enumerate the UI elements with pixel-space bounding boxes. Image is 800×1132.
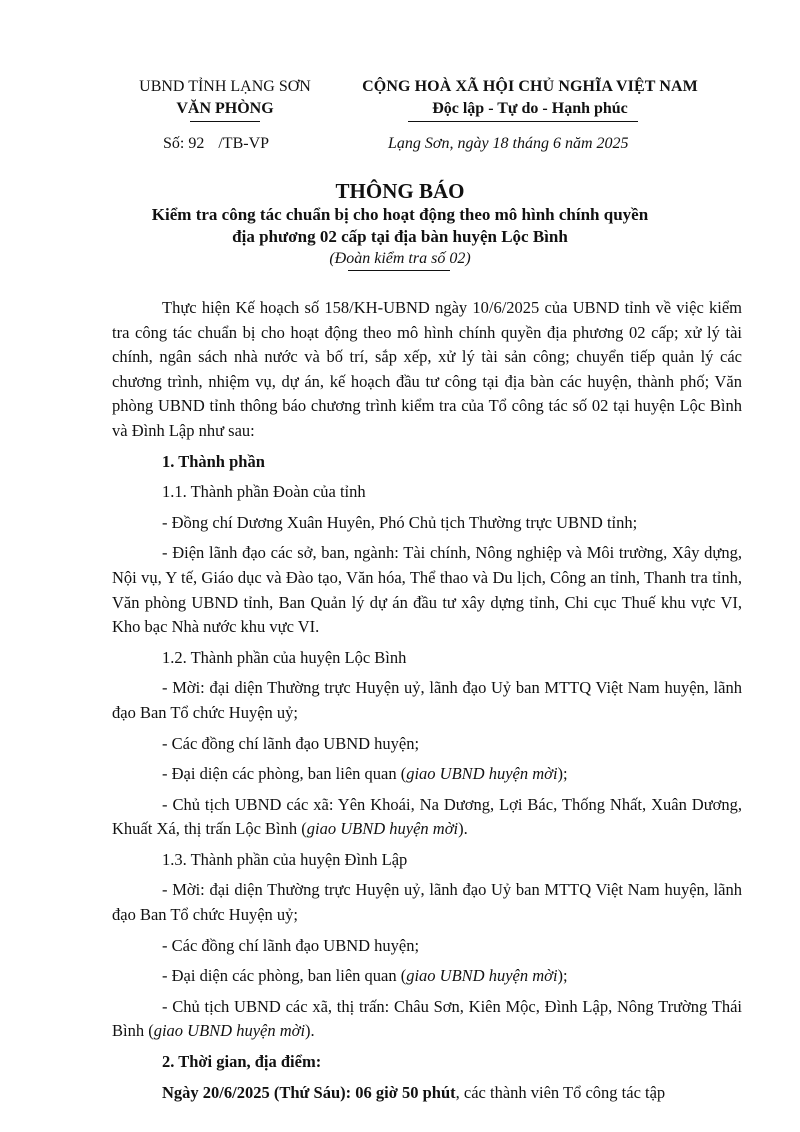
national-motto (335, 76, 725, 120)
document-subject-note: (Đoàn kiểm tra số 02) (329, 250, 471, 267)
document-date: Lạng Sơn, ngày 18 tháng 6 năm 2025 (388, 135, 629, 152)
section-1-1-heading: 1.1. Thành phần Đoàn của tỉnh (162, 482, 366, 502)
text-run-bold: 06 giờ 50 phút (355, 1082, 456, 1102)
document-subject-line-1: Kiểm tra công tác chuẩn bị cho hoạt động theo mô hình chính quyền (151, 205, 649, 224)
document-number-suffix: /TB-VP (218, 135, 270, 152)
text-run: , các thành viên Tổ công tác tập (455, 1082, 666, 1102)
text-run-italic: giao UBND huyện mời (306, 819, 459, 839)
section-1-2-item-2: - Các đồng chí lãnh đạo UBND huyện; (162, 733, 420, 753)
section-1-2-item-4 (112, 793, 742, 842)
section-1-2-heading: 1.2. Thành phần của huyện Lộc Bình (162, 647, 407, 667)
issuing-agency (110, 76, 340, 120)
section-1-1-item-1: - Đồng chí Dương Xuân Huyên, Phó Chủ tịch Thường trực UBND tỉnh; (162, 512, 638, 532)
document-title-block (90, 178, 710, 270)
agency-parent: UBND TỈNH LẠNG SƠN (139, 78, 311, 95)
document-body (112, 296, 742, 1111)
text-run: - Đại diện các phòng, ban liên quan ( (162, 764, 407, 784)
text-run-italic: giao UBND huyện mời (406, 966, 558, 986)
intro-paragraph: Thực hiện Kế hoạch số 158/KH-UBND ngày 10/6/2025 của UBND tỉnh về việc kiểm tra công tác chuẩn bị cho hoạt động theo mô hình chính quyền địa phương 02 cấp; xử lý tài chính, ngân sách nhà nước và bố trí, sắp xếp, xử lý tài sản công; chuyển tiếp quản lý các chương trình, nhiệm vụ, dự án, kế hoạch đầu tư công tại địa bàn các huyện, thành phố; Văn phòng UBND tỉnh thông báo chương trình kiểm tra của Tổ công tác số 02 tại huyện Lộc Bình và Đình Lập như sau: (112, 298, 742, 440)
text-run: - Chủ tịch UBND các xã, thị trấn: Châu Sơn, Kiên Mộc, Đình Lập, Nông Trường Thái Bình ( (112, 996, 742, 1041)
document-subject-line-2: địa phương 02 cấp tại địa bàn huyện Lộc Bình (232, 227, 568, 246)
section-2-line-1 (112, 1081, 742, 1106)
text-run-italic: giao UBND huyện mời (406, 764, 558, 784)
section-1-heading: 1. Thành phần (162, 451, 265, 471)
text-run: ). (305, 1021, 315, 1041)
text-run-italic: giao UBND huyện mời (153, 1021, 306, 1041)
section-1-3-heading: 1.3. Thành phần của huyện Đình Lập (162, 849, 408, 869)
country-name: CỘNG HOÀ XÃ HỘI CHỦ NGHĨA VIỆT NAM (362, 78, 698, 95)
text-run: - Đại diện các phòng, ban liên quan ( (162, 966, 407, 986)
section-1-3-item-4 (112, 995, 742, 1044)
agency-underline (190, 121, 260, 122)
document-title: THÔNG BÁO (335, 179, 465, 203)
text-run: ). (458, 819, 468, 839)
document-number-prefix: Số: 92 (163, 135, 205, 152)
motto-underline (408, 121, 638, 122)
section-1-2-item-3 (112, 762, 742, 787)
document-number (163, 134, 269, 154)
section-1-3-item-3 (112, 964, 742, 989)
text-run: ); (557, 966, 568, 986)
section-1-3-item-1: - Mời: đại diện Thường trực Huyện uỷ, lãnh đạo Uỷ ban MTTQ Việt Nam huyện, lãnh đạo Ban Tổ chức Huyện uỷ; (112, 880, 742, 925)
section-1-3-item-2: - Các đồng chí lãnh đạo UBND huyện; (162, 935, 420, 955)
motto: Độc lập - Tự do - Hạnh phúc (432, 100, 628, 117)
agency-name: VĂN PHÒNG (176, 100, 274, 117)
text-run-bold: Ngày 20/6/2025 (Thứ Sáu): (162, 1082, 352, 1102)
title-underline (348, 270, 450, 271)
text-run: ); (557, 764, 568, 784)
text-run: - Chủ tịch UBND các xã: Yên Khoái, Na Dương, Lợi Bác, Thống Nhất, Xuân Dương, Khuất Xá, thị trấn Lộc Bình ( (112, 794, 742, 839)
section-2-heading: 2. Thời gian, địa điểm: (162, 1052, 322, 1072)
section-1-1-item-2: - Điện lãnh đạo các sở, ban, ngành: Tài chính, Nông nghiệp và Môi trường, Xây dựng, Nội vụ, Y tế, Giáo dục và Đào tạo, Văn hóa, Thể thao và Du lịch, Công an tỉnh, Thanh tra tỉnh, Văn phòng UBND tỉnh, Ban Quản lý dự án đầu tư xây dựng tỉnh, Chi cục Thuế khu vực VI, Kho bạc Nhà nước khu vực VI. (112, 543, 742, 637)
section-1-2-item-1: - Mời: đại diện Thường trực Huyện uỷ, lãnh đạo Uỷ ban MTTQ Việt Nam huyện, lãnh đạo Ban Tổ chức Huyện uỷ; (112, 678, 742, 722)
